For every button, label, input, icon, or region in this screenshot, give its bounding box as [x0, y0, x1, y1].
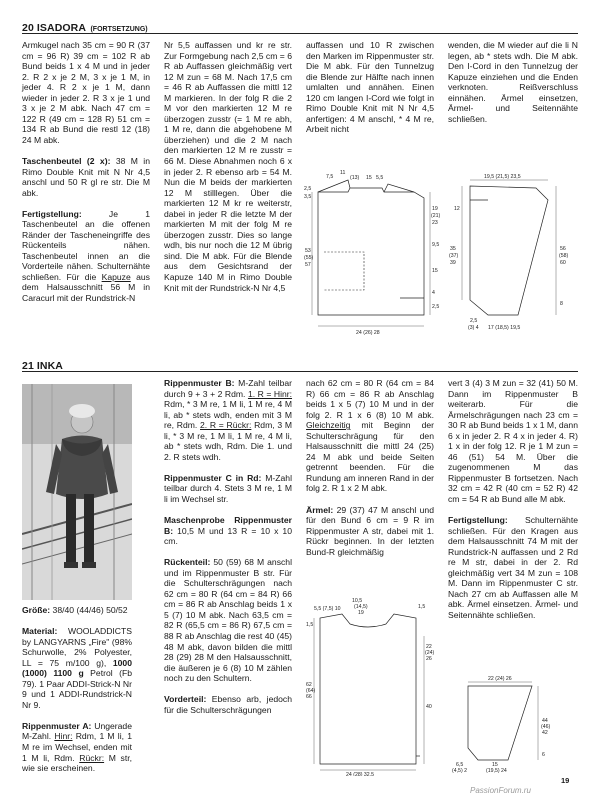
sec20-taschenbeutel-paragraph: Taschenbeutel (2 x): 38 M in Rimo Double Knit mit N Nr 4,5 anschl und 50 R gl re str. Die M abk.: [22, 155, 150, 198]
heading-maschenprobe: Maschenprobe Rippenmuster B:: [164, 515, 292, 536]
hood-edge: [318, 180, 350, 192]
dim-right-6: 4: [432, 290, 435, 296]
sleeve-left-1: 12: [454, 206, 460, 212]
body-outline: [318, 188, 424, 315]
dim-right-4: 9,5: [432, 242, 440, 248]
sleeve-top-label: 19,5 (21,5) 23,5: [484, 174, 521, 180]
heading-groesse: Größe:: [22, 605, 51, 615]
watermark: PassionForum.ru: [470, 786, 531, 795]
dim-right-1: 19: [432, 206, 438, 212]
model-photo-illustration: [22, 384, 132, 600]
sec20-armkugel-paragraph: Armkugel nach 35 cm = 90 R (37 cm = 96 R) 39 cm = 102 R ab Bund beids 1 x 4 M und in jeder 2. R 2 x je 2 M, 3 x je 1 M, in jeder 4. R 2 x je 1 M, dann wieder in jeder 2. R 3 x je 1 und 3 x je 2 M abk. Nach 47 cm = 122 R (49 cm = 128 R) 51 cm = 134 R ab Bund die restl 12 (18) 24 M abk.: [22, 40, 150, 145]
dim-right-5: 15: [432, 268, 438, 274]
sec21-maschenprobe-paragraph: Maschenprobe Rippenmuster B: 10,5 M und 13 R = 10 x 10 cm.: [164, 515, 292, 547]
inka-sleeve-b1: 6,5: [456, 762, 464, 768]
inka-top-left: 5,5 (7,5) 10: [314, 606, 341, 612]
dim-top-b: 11: [340, 170, 346, 176]
sleeve-right-4: 8: [560, 301, 563, 307]
sec21-aermel-paragraph: Ärmel: 29 (37) 47 M anschl und für den Bund 6 cm = 9 R im Rippenmuster A str, dabei mit 1. Rückr beginnen. In der letzten Bund-R gleichmäßig: [306, 504, 434, 557]
sleeve-left-2: 35: [450, 246, 456, 252]
dim-bottom: 24 (26) 28: [356, 330, 380, 336]
model-photo: [22, 384, 132, 600]
inka-body-outline: [320, 614, 416, 764]
dim-right-2: (21): [431, 213, 441, 219]
heading-rueckenteil: Rückenteil:: [164, 557, 211, 568]
dim-total-1: 53: [305, 248, 311, 254]
sec20-column-3: [306, 40, 434, 145]
section-21-header: [22, 356, 578, 372]
section-20-subtitle: (FORTSETZUNG): [90, 26, 148, 33]
inka-total-3: 66: [306, 694, 312, 700]
sec21-material-paragraph: Material: WOOLADDICTS by LANGYARNS „Fire" (98% Schurwolle, 2% Polyester, LL = 75 m/100 g), 1000 (1000) 1100 g Petrol (Fb 79). 1 Paar ADDI-Strick-N Nr 9 und 1 ADDI-Rundstrick-N Nr 9.: [22, 626, 132, 710]
yarn-amount: 1000 (1000) 1100 g: [22, 657, 132, 679]
sec21-fertigstellung-paragraph: Fertigstellung: Schulternähte schließen. Für den Kragen aus dem Halsausschnitt 74 M mit der Rundstrick-N auffassen und 2 Rd re M str, dabei in der 2. Rd gleichmäßig vert 34 M zun = 108 M. Dann im Rippenmuster C str. Nach 27 cm ab Auffassen alle M abk. Ärmel einsetzen. Ärmel- und Seitennähte schließen.: [448, 515, 578, 620]
sec20-body-schematic: [304, 170, 444, 340]
inka-sleeve-b3: 15: [492, 762, 498, 768]
sec21-aermelschraegung-paragraph: vert 3 (4) 3 M zun = 32 (41) 50 M. Dann im Rippenmuster B weiterarb. Für die Ärmelschrägungen nach 23 cm = 30 R ab Bund beids 1 x 1 M, dann 6 x in jeder 2. R 4 x in jeder 4. R) 1 x in der folg 12. R je 1 M zun = 46 (51) 54 M. Über die zugenommenen M das Rippenmuster B fortsetzen. Nach 32 cm = 42 R (40 cm = 52 R) 42 cm = 54 R ab Bund alle M abk.: [448, 378, 578, 505]
sec21-vorderteil-paragraph: Vorderteil: Ebenso arb, jedoch für die Schulterschrägungen: [164, 694, 292, 715]
dim-top-d: 15: [366, 175, 372, 181]
inka-top-1: 10,5: [352, 598, 363, 604]
sec21-body-schematic: [306, 596, 436, 776]
sec21-rippenmuster-c-paragraph: Rippenmuster C in Rd: M-Zahl teilbar durch 4. Stets 3 M re, 1 M li im Wechsel str.: [164, 472, 292, 504]
dim-right-3: 23: [432, 220, 438, 226]
inka-sleeve-r4: 6: [542, 752, 545, 758]
sec21-column-3: [306, 378, 434, 568]
sec20-column-4: [448, 40, 578, 135]
pocket-outline: [324, 252, 364, 290]
inka-sleeve-r1: 44: [542, 718, 548, 724]
dim-right-7: 2,5: [432, 304, 440, 310]
inka-bottom: 24 (28) 32,5: [346, 772, 374, 776]
dim-total-2: (55): [304, 255, 314, 261]
inka-top-right: 1,5: [418, 604, 426, 610]
sec20-blende-paragraph: auffassen und 10 R zwischen den Marken im Rippenmuster str. Die M abk. Für den Tunnelzug die Blende zur Hälfte nach innen umlalten und annähen. Einen 120 cm langen I-Cord wie folgt in Rimo Double Knit mit N Nr 4,5 anfertigen: 4 M anschl, * 4 M re, Arbeit nicht: [306, 40, 434, 135]
sec21-column-2: [164, 378, 292, 726]
inka-sleeve-b4: (19,5) 24: [486, 768, 507, 774]
sec21-column-1: [22, 605, 132, 784]
section-20-header: [22, 18, 578, 34]
sec21-rippenmuster-a-paragraph: Rippenmuster A: Ungerade M-Zahl. Hinr: Rdm, 1 M li, 1 M re im Wechsel, enden mit 1 M li, Rdm. Rückr: M str, wie sie erscheinen.: [22, 720, 132, 774]
sleeve-right-2: (58): [559, 253, 569, 259]
sleeve-right-1: 56: [560, 246, 566, 252]
section-21-title: 21 INKA: [22, 360, 63, 372]
heading-taschenbeutel: Taschenbeutel (2 x):: [22, 155, 111, 166]
sec21-size-line: Größe: 38/40 (44/46) 50/52: [22, 605, 128, 615]
sleeve-left-3: (37): [449, 253, 459, 259]
inka-total-2: (64): [306, 688, 316, 694]
inka-top-3: 19: [358, 610, 364, 616]
dim-left-2: 3,5: [304, 194, 312, 200]
inka-mid: 40: [426, 704, 432, 710]
inka-side-1: 22: [426, 644, 432, 650]
heading-rippenmuster-a: Rippenmuster A:: [22, 720, 92, 731]
sec21-halsausschnitt-paragraph: nach 62 cm = 80 R (64 cm = 84 R) 66 cm = 86 R ab Anschlag beids 1 x 5 (7) 10 M und in der folg 2. R 1 x 6 (8) 10 M abk. Gleichzeitig mit Beginn der Schulterschrägung für den Halsausschnitt die mittl 24 (25) 24 M abk und beide Seiten getrennt beenden. Für die Rundung am inneren Rand in der folg 2. R 1 x 2 M abk.: [306, 378, 434, 494]
dim-left-1: 2,5: [304, 186, 312, 192]
sec20-sleeve-schematic: [448, 170, 580, 340]
inka-left-1: 1,5: [306, 622, 314, 628]
section-20-title: 20 ISADORA: [22, 22, 87, 34]
dim-total-3: 57: [305, 262, 311, 268]
heading-rippenmuster-b: Rippenmuster B:: [164, 378, 235, 388]
heading-aermel: Ärmel:: [306, 504, 334, 515]
sec20-column-1: [22, 40, 150, 314]
sec21-rueckenteil-paragraph: Rückenteil: 50 (59) 68 M anschl und im Rippenmuster B str. Für die Schulterschrägungen nach 62 cm = 80 R (64 cm = 84 R) 66 cm = 86 R ab Anschlag beids 1 x 5 (7) 10 M abk. Nach 63,5 cm = 82 R (65,5 cm = 86 R) 67,5 cm = 88 R ab Anschlag die rest 40 (45) 48 M abk, davon bilden die mittl 28 (29) 28 M den Halsausschnitt, die äußeren je 6 (8) 10 M zählen noch zu den Schultern.: [164, 557, 292, 684]
heading-rippenmuster-c: Rippenmuster C in Rd:: [164, 472, 262, 483]
heading-vorderteil: Vorderteil:: [164, 694, 207, 705]
sec21-rippenmuster-b-paragraph: Rippenmuster B: M-Zahl teilbar durch 9 + 3 + 2 Rdm. 1. R = Hinr: Rdm, * 3 M re, 1 M li, 1 M re, 4 M li, ab * stets wdh, enden mit 3 M re, Rdm. 2. R = Rückr: Rdm, 3 M li, * 3 M re, 1 M li, 1 M re, 4 M li, ab * stets wdh, Rdm. Die 1. und 2. R stets wdh.: [164, 378, 293, 462]
sec20-icord-paragraph: wenden, die M wieder auf die li N legen, ab * stets wdh. Die M abk. Den I-Cord in den Tunnelzug der Kapuze einziehen und die Enden verknoten. Reißverschluss einnähen. Ärmel einsetzen, Ärmel- und Seitennähte schließen.: [448, 40, 578, 124]
sleeve-left-4: 39: [450, 260, 456, 266]
heading-fertigstellung: Fertigstellung:: [22, 208, 82, 219]
dim-top-a: 7,5: [326, 174, 334, 180]
sec20-column-2: [164, 40, 292, 304]
page-number: 19: [561, 776, 570, 785]
inka-sleeve-r3: 42: [542, 730, 548, 736]
sleeve-outline: [470, 186, 548, 315]
inka-top-2: (14,5): [354, 604, 368, 610]
dim-top-c: (13): [350, 175, 360, 181]
sec21-column-4: [448, 378, 578, 631]
inka-sleeve-r2: (46): [541, 724, 551, 730]
dim-top-e: 5,5: [376, 175, 384, 181]
sec20-kapuze-paragraph: Nr 5,5 auffassen und kr re str. Zur Formgebung nach 2,5 cm = 6 R ab Auffassen gleichmäßig vert 12 M zun = 68 M. Nach 17,5 cm = 46 R ab Auffassen die mittl 12 M markieren. In der folg R die 2 M vor den markierten 12 M re überzogen zusstr (= 1 M re abh, 1 M re, dann die abgehobene M überziehen) und die 2 M nach den markierten 12 M re zusstr = 66 M. Diese Abnahmen noch 6 x in jeder 2. R ebenso arb = 54 M. Nun die M beids der markierten 12 M stilllegen. Über die markierten 12 M kr re weiterstr, dabei in jeder R die letzte M der markierten M mit der folg M re überzogen zusstr. Dies so lange wdh, bis nur noch die 12 M übrig sind. Die M abk. Für die Blende aus dem Gesichtsrand der Kapuze 140 M in Rimo Double Knit mit der Rundstrick-N Nr 4,5: [164, 40, 292, 293]
sec21-sleeve-schematic: [448, 676, 578, 776]
inka-sleeve-top: 22 (24) 26: [488, 676, 512, 682]
inka-sleeve-outline: [468, 686, 532, 760]
inka-side-2: (24): [425, 650, 435, 656]
heading-material: Material:: [22, 626, 58, 637]
inka-side-3: 26: [426, 656, 432, 662]
sleeve-bottom-2: 2,5: [470, 318, 478, 324]
shoulder-line: [384, 184, 414, 192]
inka-total-1: 62: [306, 682, 312, 688]
sleeve-bottom-3: (3) 4: [468, 325, 479, 331]
sec20-fertigstellung-paragraph: Fertigstellung: Je 1 Taschenbeutel an die offenen Ränder der Tascheneingriffe des Rückenteils nähen. Taschenbeutel innen an die Vorderteile nähen. Schulternähte schließen. Für die Kapuze aus dem Halsausschnitt 56 M in Caracurl mit der Rundstrick-N: [22, 208, 150, 304]
sleeve-bottom-1: 17 (18,5) 19,5: [488, 325, 521, 331]
inka-sleeve-b2: (4,5) 2: [452, 768, 467, 774]
sleeve-right-3: 60: [560, 260, 566, 266]
heading-fertigstellung-21: Fertigstellung:: [448, 515, 508, 526]
